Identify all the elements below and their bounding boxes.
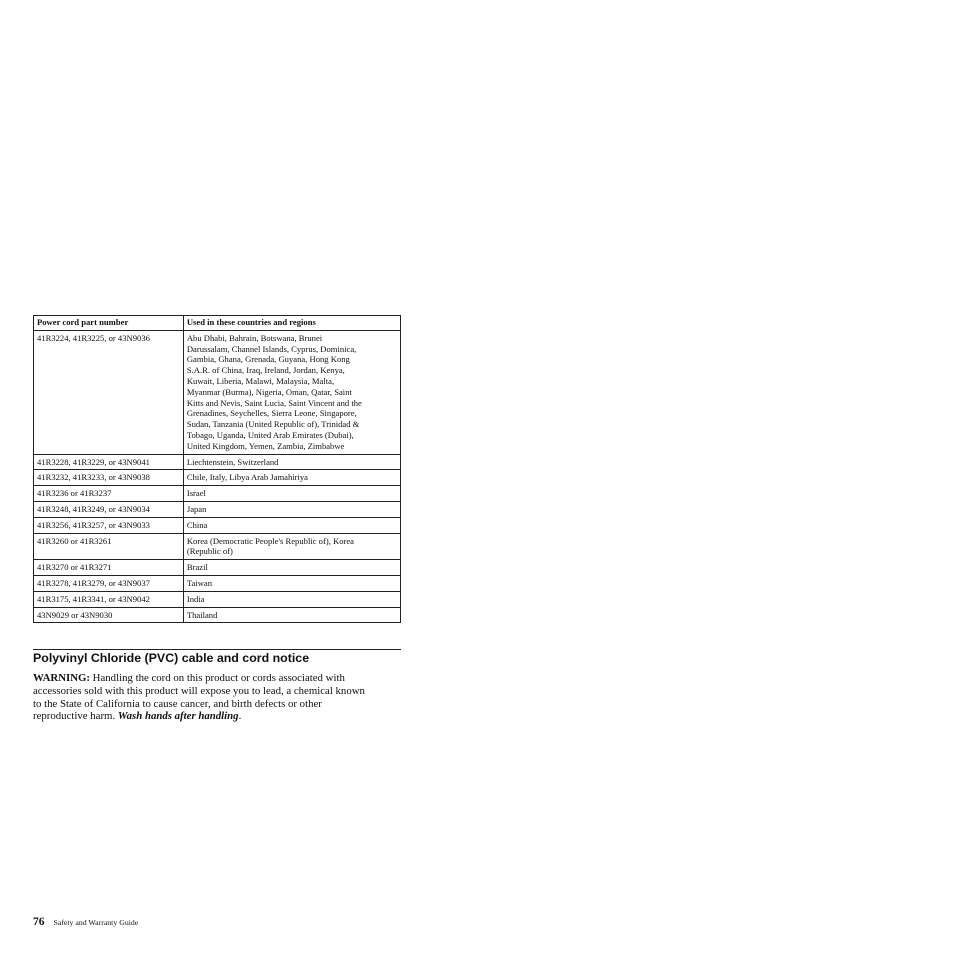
countries-line: United Kingdom, Yemen, Zambia, Zimbabwe [186,440,345,451]
countries-line: Taiwan [186,577,213,588]
countries-line: Sudan, Tanzania (United Republic of), Trinidad & [186,419,360,430]
warning-text-line-2: accessories sold with this product will expose you to lead, a chemical known [33,684,365,697]
countries-cell [183,486,400,502]
countries-cell [183,560,400,576]
part-number-cell: 43N9029 or 43N9030 [34,607,184,623]
countries-line: China [186,519,208,530]
countries-line: Israel [186,488,206,499]
countries-cell [183,454,400,470]
table-body [34,330,401,623]
table-header-row [34,316,401,331]
part-number-cell: 41R3228, 41R3229, or 43N9041 [34,454,184,470]
countries-line: Grenadines, Seychelles, Sierra Leone, Singapore, [186,408,357,419]
page-number: 76 [33,916,45,928]
countries-cell [183,591,400,607]
warning-label: WARNING: [33,672,90,684]
section-divider [33,649,401,650]
countries-line: S.A.R. of China, Iraq, Ireland, Jordan, Kenya, [186,365,345,376]
table-row [34,607,401,623]
countries-cell [183,330,400,454]
countries-line: Brazil [186,562,208,573]
part-number-cell: 41R3270 or 41R3271 [34,560,184,576]
column-header-part-number: Power cord part number [34,316,184,331]
warning-text-line-4: reproductive harm. [33,710,118,723]
part-number-cell: 41R3224, 41R3225, or 43N9036 [34,330,184,454]
document-title: Safety and Warranty Guide [53,918,139,927]
countries-line: Darussalam, Channel Islands, Cyprus, Dominica, [186,343,357,354]
part-number-cell: 41R3260 or 41R3261 [34,533,184,560]
part-number-cell: 41R3232, 41R3233, or 43N9038 [34,470,184,486]
countries-cell [183,533,400,560]
table-row [34,454,401,470]
part-number-cell: 41R3256, 41R3257, or 43N9033 [34,517,184,533]
countries-line: Abu Dhabi, Bahrain, Botswana, Brunei [186,332,323,343]
countries-line: Japan [186,503,207,514]
table-row [34,470,401,486]
countries-cell [183,607,400,623]
part-number-cell: 41R3248, 41R3249, or 43N9034 [34,501,184,517]
page-footer [33,912,138,930]
countries-line: (Republic of) [186,546,233,557]
countries-line: Thailand [186,609,218,620]
countries-line: Liechtenstein, Switzerland [186,456,279,467]
countries-line: Chile, Italy, Libya Arab Jamahiriya [186,472,308,483]
countries-cell [183,501,400,517]
countries-line: Tobago, Uganda, United Arab Emirates (Dubai), [186,429,354,440]
table-row [34,517,401,533]
countries-cell [183,517,400,533]
countries-line: Kuwait, Liberia, Malawi, Malaysia, Malta, [186,375,335,386]
countries-line: Korea (Democratic People's Republic of), Korea [186,535,354,546]
warning-paragraph [33,672,401,723]
table-row [34,575,401,591]
part-number-cell: 41R3236 or 41R3237 [34,486,184,502]
table-row [34,330,401,454]
countries-line: India [186,593,205,604]
table-row [34,591,401,607]
part-number-cell: 41R3175, 41R3341, or 43N9042 [34,591,184,607]
warning-end: . [238,710,242,723]
table-row [34,533,401,560]
part-number-cell: 41R3278, 41R3279, or 43N9037 [34,575,184,591]
table-row [34,486,401,502]
warning-text-line-3: to the State of California to cause cancer, and birth defects or other [33,697,322,710]
warning-text-line-1: Handling the cord on this product or cords associated with [89,672,345,684]
table-row [34,501,401,517]
countries-line: Myanmar (Burma), Nigeria, Oman, Qatar, Saint [186,386,352,397]
warning-emphasis: Wash hands after handling [117,710,239,723]
countries-cell [183,575,400,591]
countries-cell [183,470,400,486]
power-cord-table [33,315,401,623]
table-row [34,560,401,576]
countries-line: Kitts and Nevis, Saint Lucia, Saint Vincent and the [186,397,362,408]
countries-line: Gambia, Ghana, Grenada, Guyana, Hong Kong [186,354,350,365]
column-header-countries: Used in these countries and regions [183,316,400,331]
section-heading: Polyvinyl Chloride (PVC) cable and cord notice [33,651,310,665]
